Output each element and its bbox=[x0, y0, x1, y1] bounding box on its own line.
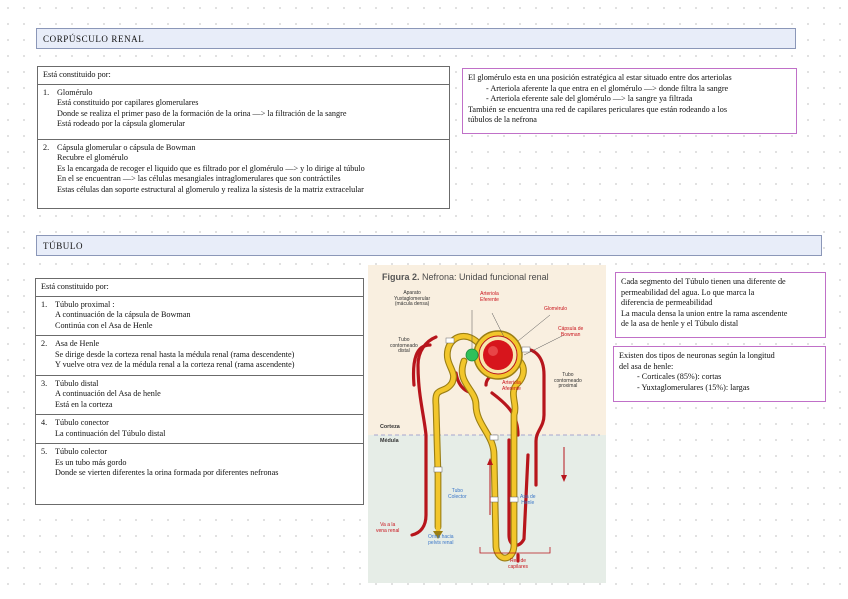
label-red-capilares: Red de capilares bbox=[508, 558, 529, 570]
label-orina: Orina hacia pelvis renal bbox=[428, 534, 454, 546]
item-number: 3. bbox=[41, 378, 48, 388]
note-line: La macula densa la union entre la rama ascendente bbox=[621, 308, 788, 318]
nephron-figure bbox=[368, 265, 606, 583]
label-medula: Médula bbox=[380, 438, 399, 444]
item-line: Estas células dan soporte estructural al glomerulo y realiza la sístesis de la matriz extracelular bbox=[57, 184, 364, 194]
note-line: del asa de henle: bbox=[619, 361, 674, 371]
label-eferente: Arteriola Eferente bbox=[480, 291, 499, 303]
item-title: Glomérulo bbox=[57, 87, 93, 97]
list-intro: Está constituido por: bbox=[36, 279, 363, 297]
item-line: Es un tubo más gordo bbox=[55, 457, 127, 467]
item-line: Donde se vierten diferentes la orina formada por diferentes nefronas bbox=[55, 468, 279, 477]
item-line: Está en la corteza bbox=[55, 399, 113, 409]
neuronas-note bbox=[613, 346, 826, 402]
item-number: 2. bbox=[43, 142, 50, 152]
item-line: Y vuelve otra vez de la médula renal a la corteza renal (rama ascendente) bbox=[55, 360, 295, 369]
label-aparato: Aparato Yuxtaglomerular (mácula densa) bbox=[394, 290, 431, 308]
item-line: A continuación de la cápsula de Bowman bbox=[55, 310, 191, 319]
item-number: 2. bbox=[41, 339, 48, 348]
label-aferente: Arteriola Aferente bbox=[502, 380, 521, 392]
nephron-illustration bbox=[368, 265, 606, 583]
note-line: Existen dos tipos de neuronas según la longitud bbox=[619, 351, 775, 360]
label-glomerulo: Glomérulo bbox=[544, 306, 568, 312]
permeabilidad-note bbox=[615, 272, 826, 338]
item-title: Cápsula glomerular o cápsula de Bowman bbox=[57, 142, 196, 152]
item-number: 4. bbox=[41, 418, 48, 427]
section-header-corpusculo bbox=[36, 28, 796, 49]
item-line: Donde se realiza el primer paso de la formación de la orina —> la filtración de la sangre bbox=[57, 108, 347, 118]
label-asa: Asa de Henle bbox=[520, 494, 536, 506]
item-line: Continúa con el Asa de Henle bbox=[55, 320, 153, 330]
note-line: diferencia de permeabilidad bbox=[621, 298, 713, 307]
item-title: Túbulo conector bbox=[55, 418, 109, 427]
item-line: Está constituido por capilares glomerulares bbox=[57, 98, 199, 107]
tubulo-list bbox=[35, 278, 364, 505]
list-item bbox=[36, 376, 363, 416]
note-line: También se encuentra una red de capilares periculares que están rodeando a los bbox=[468, 104, 728, 114]
section-title: CORPÚSCULO RENAL bbox=[43, 33, 145, 44]
label-distal: Tubo contorneado distal bbox=[390, 337, 418, 355]
label-capsula: Cápsula de Bowman bbox=[558, 326, 584, 338]
note-line: túbulos de la nefrona bbox=[468, 115, 537, 124]
item-title: Asa de Henle bbox=[55, 339, 100, 348]
corpusculo-list bbox=[37, 66, 450, 209]
label-corteza: Corteza bbox=[380, 424, 400, 430]
item-line: Se dirige desde la corteza renal hasta la médula renal (rama descendente) bbox=[55, 349, 295, 359]
item-title: Túbulo proximal : bbox=[55, 299, 115, 309]
label-proximal: Tubo contorneado proximal bbox=[554, 372, 582, 390]
item-title: Túbulo distal bbox=[55, 378, 99, 388]
item-number: 1. bbox=[41, 299, 48, 309]
note-subitem: - Arteriola aferente la que entra en el glomérulo —> donde filtra la sangre bbox=[468, 84, 791, 95]
label-vena: Va a la vena renal bbox=[376, 522, 400, 534]
item-line: A continuación del Asa de henle bbox=[55, 389, 161, 398]
list-item bbox=[38, 85, 449, 140]
section-header-tubulo bbox=[36, 235, 822, 256]
item-line: La continuación del Túbulo distal bbox=[55, 428, 166, 438]
note-line: El glomérulo esta en una posición estratégica al estar situado entre dos arteriolas bbox=[468, 73, 732, 82]
note-subitem: - Corticales (85%): cortas bbox=[619, 372, 820, 383]
note-line: Cada segmento del Túbulo tienen una diferente de bbox=[621, 277, 786, 286]
glomerulo-note bbox=[462, 68, 797, 134]
item-number: 1. bbox=[43, 87, 50, 97]
note-subitem: - Yuxtaglomerulares (15%): largas bbox=[619, 383, 820, 394]
list-item bbox=[38, 140, 449, 200]
item-number: 5. bbox=[41, 447, 48, 456]
item-line: Recubre el glomérulo bbox=[57, 153, 128, 162]
list-item bbox=[36, 336, 363, 376]
note-line: permeabilidad del agua. Lo que marca la bbox=[621, 287, 755, 297]
label-colector: Tubo Colector bbox=[448, 488, 467, 500]
list-item bbox=[36, 415, 363, 444]
item-line: En el se encuentran —> las células mesangiales intraglomerulares que son contráctiles bbox=[57, 174, 341, 183]
item-line: Está rodeado por la cápsula glomerular bbox=[57, 119, 185, 128]
list-intro: Está constituido por: bbox=[38, 67, 449, 85]
item-title: Túbulo colector bbox=[55, 447, 108, 456]
note-line: de la asa de henle y el Túbulo distal bbox=[621, 319, 739, 328]
list-item bbox=[36, 297, 363, 337]
note-subitem: - Arteriola eferente sale del glomérulo —> la sangre ya filtrada bbox=[468, 94, 791, 105]
list-item bbox=[36, 444, 363, 483]
item-line: Es la encargada de recoger el liquido que es filtrado por el glomérulo —> y lo dirige al túbulo bbox=[57, 163, 365, 173]
figure-title: Figura 2. Nefrona: Unidad funcional renal bbox=[382, 272, 549, 282]
section-title: TÚBULO bbox=[43, 240, 84, 251]
